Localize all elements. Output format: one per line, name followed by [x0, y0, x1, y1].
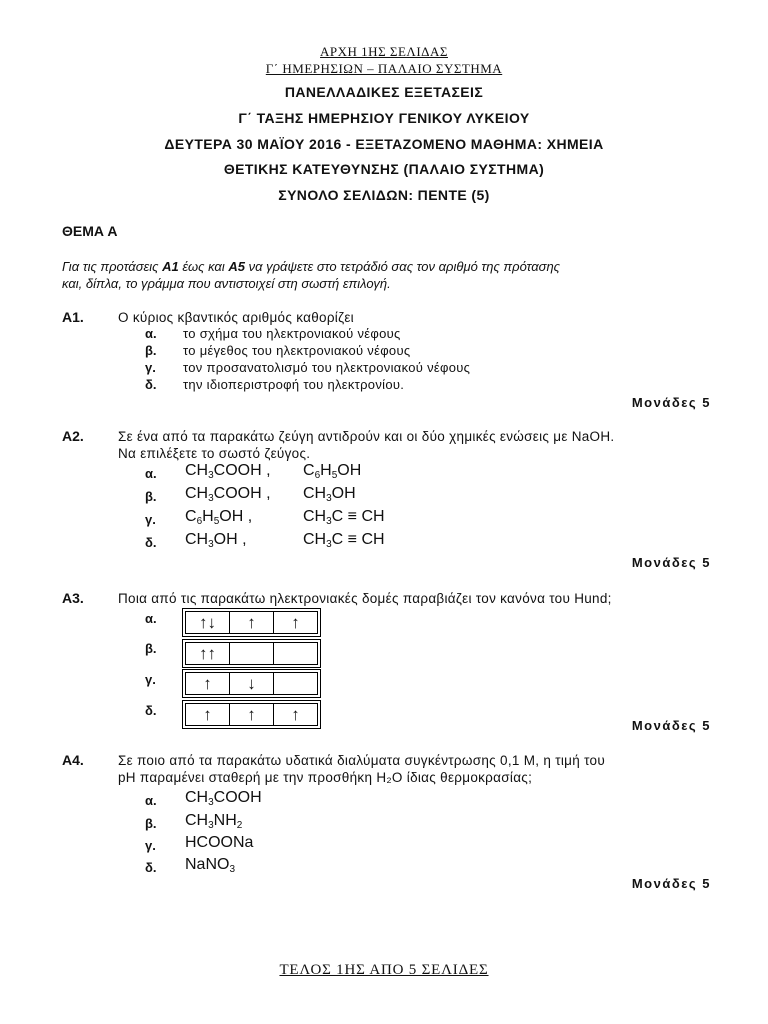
orbital-box: ↑	[186, 704, 230, 725]
option-letter: δ.	[145, 377, 157, 392]
orbital-box: ↑↑	[186, 643, 230, 664]
formula: $C_6H_5OH$ ,	[185, 508, 253, 527]
option-letter: β.	[145, 816, 157, 831]
page-footer: ΤΕΛΟΣ 1ΗΣ ΑΠΟ 5 ΣΕΛΙΔΕΣ	[279, 962, 489, 978]
orbital-box: ↓	[230, 673, 274, 694]
orbital-box	[230, 643, 274, 664]
orbital-box: ↑	[186, 673, 230, 694]
question-number: Α4.	[62, 752, 84, 768]
orbital-box: ↑	[230, 704, 274, 725]
exam-date-subject: ΔΕΥΤΕΡΑ 30 ΜΑΪΟΥ 2016 - ΕΞΕΤΑΖΟΜΕΝΟ ΜΑΘΗΜΑ: ΧΗΜΕΙΑ	[164, 136, 604, 152]
formula: $CH_3NH_2$	[185, 812, 243, 831]
page-indicator: ΑΡΧΗ 1ΗΣ ΣΕΛΙΔΑΣ	[320, 44, 448, 59]
exam-class: Γ΄ ΤΑΞΗΣ ΗΜΕΡΗΣΙΟΥ ΓΕΝΙΚΟΥ ΛΥΚΕΙΟΥ	[238, 110, 530, 126]
formula: $CH_3COOH$ ,	[185, 485, 271, 504]
option-letter: α.	[145, 326, 157, 341]
question-text: pH παραμένει σταθερή με την προσθήκη H₂O ίδιας θερμοκρασίας;	[118, 770, 533, 785]
option-letter: γ.	[145, 512, 156, 527]
option-letter: δ.	[145, 703, 157, 718]
option-letter: γ.	[145, 838, 156, 853]
option-letter: δ.	[145, 535, 157, 550]
question-text: Σε ένα από τα παρακάτω ζεύγη αντιδρούν και οι δύο χημικές ενώσεις με NaOH.	[118, 429, 615, 444]
option-letter: β.	[145, 343, 157, 358]
instructions-text: έως και	[178, 259, 229, 274]
question-number: Α2.	[62, 428, 84, 444]
option-letter: γ.	[145, 360, 156, 375]
option-letter: α.	[145, 466, 157, 481]
orbital-diagram	[185, 703, 318, 726]
marks: Μονάδες 5	[631, 876, 711, 891]
orbital-diagram	[185, 611, 318, 634]
instructions-bold-a1: Α1	[162, 259, 179, 274]
option-text: την ιδιοπεριστροφή του ηλεκτρονίου.	[183, 377, 405, 392]
instructions	[62, 258, 712, 292]
orbital-diagram	[185, 672, 318, 695]
formula: $CH_3C$ ≡ CH	[303, 508, 385, 527]
orbital-box: ↑	[291, 613, 300, 632]
formula: $CH_3COOH$ ,	[185, 462, 271, 481]
instructions-text: να γράψετε στο τετράδιό σας τον αριθμό της πρότασης	[244, 259, 560, 274]
question-text: Ποια από τις παρακάτω ηλεκτρονιακές δομές παραβιάζει τον κανόνα του Hund;	[118, 591, 612, 606]
section-heading: ΘΕΜΑ Α	[62, 223, 118, 239]
instructions-bold-a5: Α5	[228, 259, 245, 274]
formula: HCOONa	[185, 834, 254, 851]
exam-direction: ΘΕΤΙΚΗΣ ΚΑΤΕΥΘΥΝΣΗΣ (ΠΑΛΑΙΟ ΣΥΣΤΗΜΑ)	[223, 161, 545, 177]
marks: Μονάδες 5	[631, 555, 711, 570]
option-letter: β.	[145, 489, 157, 504]
orbital-box	[274, 643, 317, 664]
formula: $CH_3OH$ ,	[185, 531, 247, 550]
page-count: ΣΥΝΟΛΟ ΣΕΛΙΔΩΝ: ΠΕΝΤΕ (5)	[278, 187, 490, 203]
marks: Μονάδες 5	[631, 395, 711, 410]
option-letter: β.	[145, 641, 157, 656]
option-letter: α.	[145, 611, 157, 626]
option-letter: δ.	[145, 860, 157, 875]
option-text: τον προσανατολισμό του ηλεκτρονιακού νέφους	[183, 360, 471, 375]
option-text: το σχήμα του ηλεκτρονιακού νέφους	[183, 326, 401, 341]
triple-bond: ≡	[347, 531, 358, 548]
formula: $CH_3OH$	[303, 485, 356, 504]
question-text: Σε ποιο από τα παρακάτω υδατικά διαλύματα συγκέντρωσης 0,1 M, η τιμή του	[118, 753, 606, 768]
option-letter: α.	[145, 793, 157, 808]
exam-title: ΠΑΝΕΛΛΑΔΙΚΕΣ ΕΞΕΤΑΣΕΙΣ	[284, 84, 484, 100]
formula: NaNO$_3$	[185, 856, 236, 875]
system-indicator: Γ΄ ΗΜΕΡΗΣΙΩΝ – ΠΑΛΑΙΟ ΣΥΣΤΗΜΑ	[265, 61, 503, 76]
orbital-box: ↑↓	[186, 612, 230, 633]
formula: $CH_3COOH$	[185, 789, 262, 808]
orbital-box: ↑	[230, 612, 274, 633]
question-number: Α3.	[62, 590, 84, 606]
question-number: Α1.	[62, 309, 84, 325]
instructions-text: και, δίπλα, το γράμμα που αντιστοιχεί στη σωστή επιλογή.	[62, 276, 391, 291]
option-text: το μέγεθος του ηλεκτρονιακού νέφους	[183, 343, 411, 358]
formula: $C_6H_5OH$	[303, 462, 362, 481]
instructions-text: Για τις προτάσεις	[62, 259, 163, 274]
orbital-box: ↑	[291, 705, 300, 724]
triple-bond: ≡	[347, 508, 358, 525]
question-text: Να επιλέξετε το σωστό ζεύγος.	[118, 446, 311, 461]
marks: Μονάδες 5	[631, 718, 711, 733]
option-letter: γ.	[145, 672, 156, 687]
question-text: Ο κύριος κβαντικός αριθμός καθορίζει	[118, 310, 354, 325]
orbital-diagram	[185, 642, 318, 665]
formula: $CH_3C$ ≡ CH	[303, 531, 385, 550]
orbital-box	[274, 673, 317, 694]
